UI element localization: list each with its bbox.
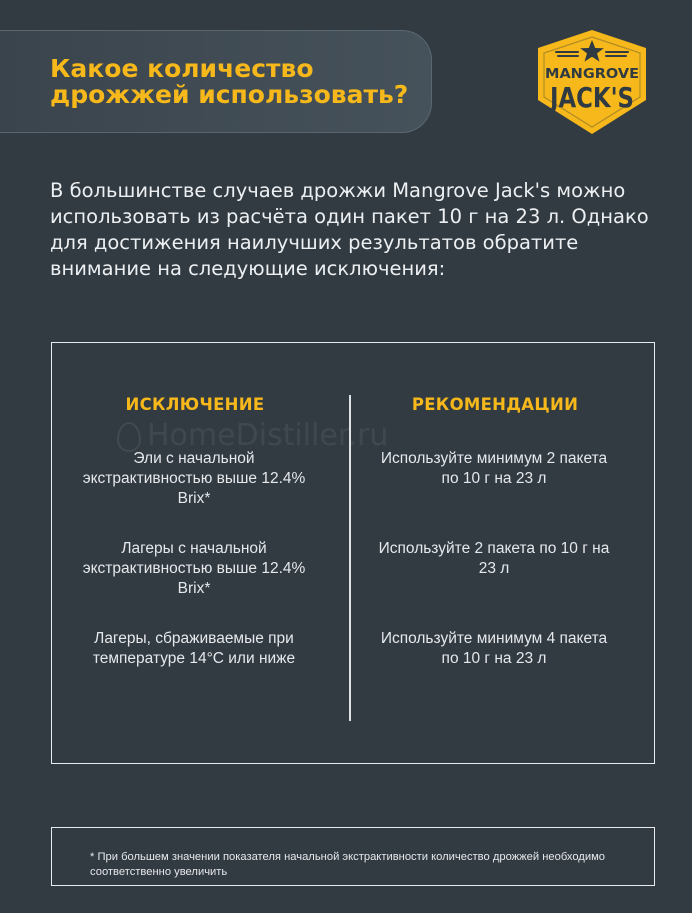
- recommendation-cell-1: Используйте минимум 2 пакета по 10 г на 23 л: [380, 450, 608, 487]
- header-recommendation: РЕКОМЕНДАЦИИ: [411, 395, 579, 414]
- page-title: [50, 56, 420, 108]
- header-exception: ИСКЛЮЧЕНИЕ: [125, 395, 265, 414]
- recommendation-cell-2: Используйте 2 пакета по 10 г на 23 л: [378, 540, 610, 577]
- page-title-line1: Какое количество: [50, 54, 314, 83]
- logo-text-line2: JACK'S: [548, 81, 634, 114]
- exceptions-table: [51, 342, 655, 764]
- footnote-text: * При большем значении показателя начальной экстрактивности количество дрожжей необходимо соответственно увеличить: [90, 851, 605, 878]
- exception-cell-1: Эли с начальной экстрактивностью выше 12.4% Brix*: [82, 450, 306, 507]
- logo-text-line1: MANGROVE: [545, 66, 639, 82]
- recommendation-cell-3: Используйте минимум 4 пакета по 10 г на 23 л: [380, 630, 608, 667]
- column-divider: [349, 395, 351, 721]
- droplet-icon: [117, 422, 141, 452]
- footnote-box: [51, 827, 655, 886]
- exception-cell-3: Лагеры, сбраживаемые при температуре 14°C или ниже: [92, 630, 296, 667]
- page-title-line2: дрожжей использовать?: [50, 80, 409, 109]
- intro-text: В большинстве случаев дрожжи Mangrove Jack's можно использовать из расчёта один пакет 10 г на 23 л. Однако для достижения наилучших результатов обратите внимание на следующие исключения:: [50, 179, 649, 280]
- watermark: [117, 418, 388, 453]
- exception-cell-2: Лагеры с начальной экстрактивностью выше 12.4% Brix*: [82, 540, 306, 597]
- mangrove-jacks-logo-icon: [534, 28, 650, 136]
- watermark-text: HomeDistiller.ru: [147, 418, 389, 453]
